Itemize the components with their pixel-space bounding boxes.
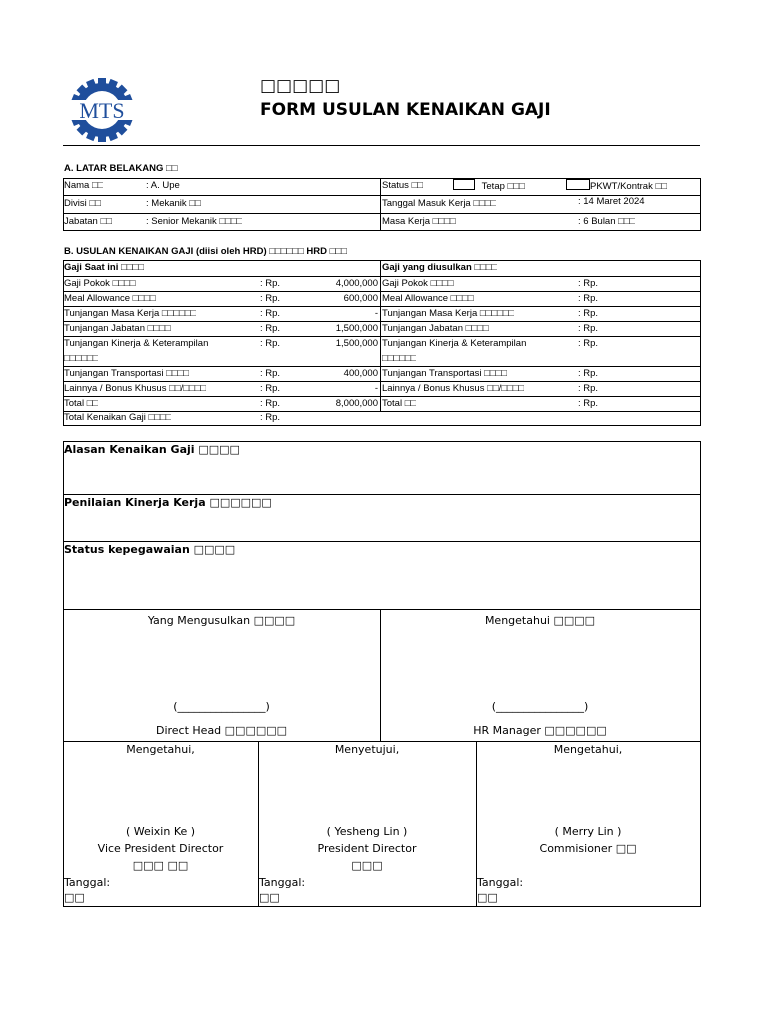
current-row-rp: : Rp. xyxy=(260,383,281,394)
commissioner-title: Mengetahui, xyxy=(553,743,623,756)
a-value-divisi: : Mekanik □□ xyxy=(146,198,201,209)
proposed-row-label: Tunjangan Jabatan □□□□ xyxy=(382,323,489,334)
a-value-masa-kerja: : 6 Bulan □□□ xyxy=(578,216,636,227)
president-role-cn: □□□ xyxy=(351,859,383,872)
proposed-row-rp[interactable]: : Rp. xyxy=(578,368,599,379)
current-row-label: Tunjangan Kinerja & Keterampilan xyxy=(64,338,209,349)
section-a-heading: A. LATAR BELAKANG □□ xyxy=(64,163,178,174)
proposed-row-label: Lainnya / Bonus Khusus □□/□□□□ xyxy=(382,383,525,394)
a-label-nama: Nama □□ xyxy=(64,180,104,191)
a-label-status: Status □□ xyxy=(382,180,424,191)
vp-role-cn: □□□ □□ xyxy=(132,859,189,872)
current-row-value: 1,500,000 xyxy=(335,323,378,334)
current-row-rp: : Rp. xyxy=(260,398,281,409)
status-pkwt-checkbox[interactable] xyxy=(566,179,590,190)
president-role: President Director xyxy=(317,842,417,855)
current-row-value: 4,000,000 xyxy=(335,278,378,289)
proposed-row-label-line2: □□□□□□ xyxy=(382,353,417,364)
current-row-rp: : Rp. xyxy=(260,278,281,289)
current-row-rp: : Rp. xyxy=(260,368,281,379)
commissioner-date-label: Tanggal: xyxy=(477,876,524,889)
current-row-rp: : Rp. xyxy=(260,293,281,304)
current-salary-header: Gaji Saat ini □□□□ xyxy=(64,262,144,273)
vp-date-cn: □□ xyxy=(64,891,85,904)
president-date-cn: □□ xyxy=(259,891,280,904)
status-tetap-checkbox[interactable] xyxy=(453,179,475,190)
status-option-pkwt[interactable] xyxy=(566,179,667,194)
header-divider xyxy=(63,145,700,146)
company-logo xyxy=(64,74,140,146)
status-tetap-label: Tetap □□□ xyxy=(481,181,525,192)
vp-date-label: Tanggal: xyxy=(64,876,111,889)
current-row-label: Total □□ xyxy=(64,398,99,409)
a-label-tanggal-masuk: Tanggal Masuk Kerja □□□□ xyxy=(382,198,497,209)
form-subtitle: □□□□□ xyxy=(260,76,341,96)
president-date-label: Tanggal: xyxy=(259,876,306,889)
current-row-rp: : Rp. xyxy=(260,338,281,349)
total-increase-rp: : Rp. xyxy=(260,412,281,423)
proposed-row-label: Meal Allowance □□□□ xyxy=(382,293,474,304)
proposed-row-label: Tunjangan Masa Kerja □□□□□□ xyxy=(382,308,515,319)
a-label-masa-kerja: Masa Kerja □□□□ xyxy=(382,216,456,227)
commissioner-role: Commisioner □□ xyxy=(539,842,637,855)
current-row-value: 1,500,000 xyxy=(335,338,378,349)
proposed-row-rp[interactable]: : Rp. xyxy=(578,323,599,334)
status-kepegawaian-label: Status kepegawaian □□□□ xyxy=(64,543,236,556)
proposed-row-rp[interactable]: : Rp. xyxy=(578,338,599,349)
alasan-label: Alasan Kenaikan Gaji □□□□ xyxy=(64,443,240,456)
current-row-label: Meal Allowance □□□□ xyxy=(64,293,156,304)
proposed-row-label: Tunjangan Transportasi □□□□ xyxy=(382,368,508,379)
current-row-label: Tunjangan Transportasi □□□□ xyxy=(64,368,190,379)
hr-title: Mengetahui □□□□ xyxy=(484,614,596,627)
current-row-label: Lainnya / Bonus Khusus □□/□□□□ xyxy=(64,383,207,394)
commissioner-date-cn: □□ xyxy=(477,891,498,904)
penilaian-label: Penilaian Kinerja Kerja □□□□□□ xyxy=(64,496,272,509)
a-label-jabatan: Jabatan □□ xyxy=(64,216,112,227)
vp-name: ( Weixin Ke ) xyxy=(125,825,196,838)
approval-top-box xyxy=(63,609,701,742)
section-b-heading: B. USULAN KENAIKAN GAJI (diisi oleh HRD) □□□□□□ HRD □□□ xyxy=(64,246,347,257)
commissioner-name: ( Merry Lin ) xyxy=(554,825,622,838)
proposed-row-label: Gaji Pokok □□□□ xyxy=(382,278,454,289)
form-title: FORM USULAN KENAIKAN GAJI xyxy=(260,100,551,120)
current-row-value: 600,000 xyxy=(343,293,378,304)
current-row-value: 400,000 xyxy=(343,368,378,379)
current-row-label-line2: □□□□□□ xyxy=(64,353,99,364)
proposer-title: Yang Mengusulkan □□□□ xyxy=(147,614,296,627)
hr-role: HR Manager □□□□□□ xyxy=(473,724,607,737)
current-row-rp: : Rp. xyxy=(260,308,281,319)
current-row-value: - xyxy=(374,383,378,394)
president-name: ( Yesheng Lin ) xyxy=(326,825,408,838)
status-option-tetap[interactable] xyxy=(453,179,525,194)
proposed-salary-header: Gaji yang diusulkan □□□□ xyxy=(382,262,498,273)
a-value-tanggal-masuk: : 14 Maret 2024 xyxy=(578,196,645,207)
a-label-divisi: Divisi □□ xyxy=(64,198,101,209)
total-increase-label: Total Kenaikan Gaji □□□□ xyxy=(64,412,172,423)
status-pkwt-label: PKWT/Kontrak □□ xyxy=(590,181,667,192)
current-row-value: 8,000,000 xyxy=(335,398,378,409)
proposer-signature-blank[interactable]: (________________) xyxy=(173,700,270,713)
a-value-nama: : A. Upe xyxy=(146,180,180,191)
current-row-label: Tunjangan Jabatan □□□□ xyxy=(64,323,171,334)
proposer-role: Direct Head □□□□□□ xyxy=(155,724,288,737)
logo-text: MTS xyxy=(79,98,125,123)
proposed-row-label: Total □□ xyxy=(382,398,417,409)
proposed-row-rp[interactable]: : Rp. xyxy=(578,383,599,394)
hr-signature-blank[interactable]: (________________) xyxy=(491,700,589,713)
current-row-label: Tunjangan Masa Kerja □□□□□□ xyxy=(64,308,197,319)
vp-title: Mengetahui, xyxy=(126,743,195,756)
proposed-row-rp[interactable]: : Rp. xyxy=(578,293,599,304)
proposed-row-rp[interactable]: : Rp. xyxy=(578,308,599,319)
president-title: Menyetujui, xyxy=(334,743,400,756)
vp-role: Vice President Director xyxy=(97,842,224,855)
proposed-row-rp[interactable]: : Rp. xyxy=(578,278,599,289)
current-row-rp: : Rp. xyxy=(260,323,281,334)
proposed-row-label: Tunjangan Kinerja & Keterampilan xyxy=(382,338,527,349)
approval-bottom-box xyxy=(63,741,701,907)
proposed-row-rp[interactable]: : Rp. xyxy=(578,398,599,409)
a-value-jabatan: : Senior Mekanik □□□□ xyxy=(146,216,243,227)
current-row-value: - xyxy=(374,308,378,319)
current-row-label: Gaji Pokok □□□□ xyxy=(64,278,136,289)
